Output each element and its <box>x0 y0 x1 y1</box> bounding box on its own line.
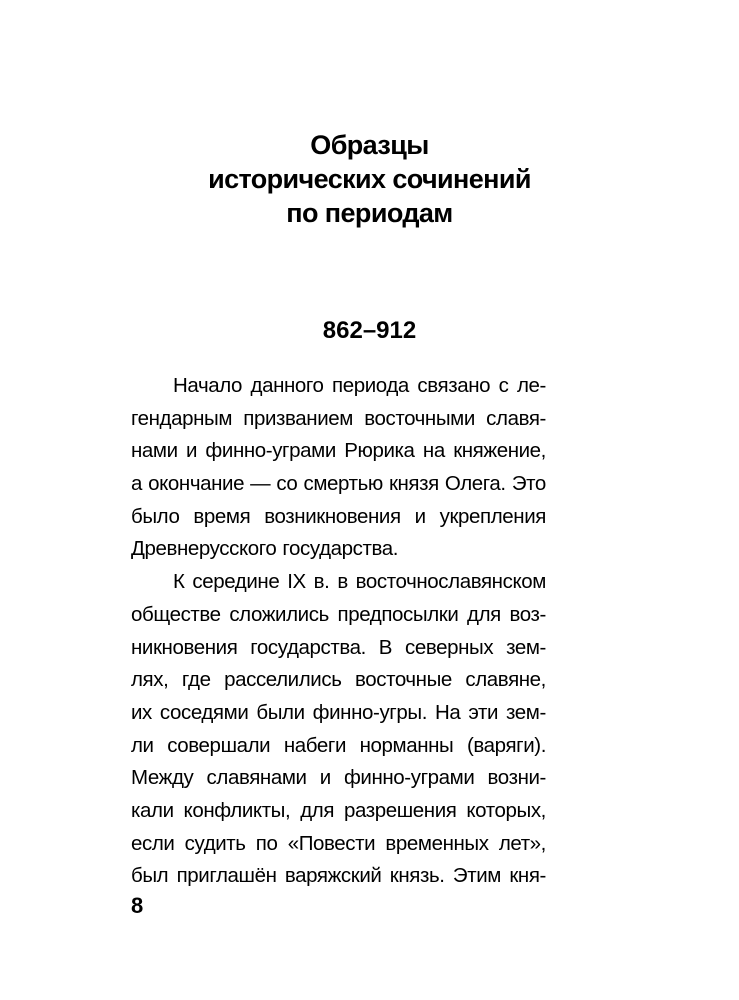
body-text <box>131 370 546 893</box>
page-number: 8 <box>131 893 144 918</box>
word: Древнерусского <box>131 537 277 561</box>
text-line <box>131 762 546 795</box>
word: данного <box>250 374 324 397</box>
word: временных <box>385 831 489 855</box>
word: IX <box>287 570 306 594</box>
word: смертью <box>303 472 383 496</box>
word: князь. <box>389 864 445 888</box>
word: совершали <box>167 733 271 757</box>
word: ле- <box>516 374 546 397</box>
text-line <box>131 697 546 730</box>
period-heading: 862–912 <box>322 317 417 344</box>
title-line-1: Образцы <box>310 130 429 160</box>
title-line-3: по периодам <box>286 198 453 228</box>
word: набеги <box>283 733 346 757</box>
word: — <box>250 472 271 496</box>
word: время <box>193 504 251 528</box>
word: Между <box>131 766 194 790</box>
word: зем- <box>506 635 546 659</box>
word: на <box>422 439 445 463</box>
word: гендарным <box>131 406 233 430</box>
word: варяжский <box>284 864 382 888</box>
word: Начало <box>173 374 243 397</box>
word: зем- <box>506 700 546 724</box>
word: славяне, <box>465 668 546 692</box>
word: сложились <box>229 602 329 626</box>
text-line <box>131 860 546 893</box>
word: северных <box>404 635 494 659</box>
word: финно-уграми <box>343 766 475 790</box>
word: лях, <box>131 668 169 692</box>
word: периода <box>332 374 409 397</box>
chapter-title <box>0 128 739 230</box>
word: по <box>255 831 278 855</box>
word: возни- <box>487 766 546 790</box>
title-line-2: исторических сочинений <box>208 164 531 194</box>
word: были <box>256 700 305 724</box>
word: никновения <box>131 635 238 659</box>
word: эти <box>468 700 499 724</box>
word: было <box>131 504 180 528</box>
word: соседями <box>159 700 249 724</box>
word: и <box>319 766 331 790</box>
word: восточными <box>364 406 475 430</box>
word: На <box>435 700 461 724</box>
text-line <box>131 664 546 697</box>
word: середине <box>192 570 280 594</box>
word: финно-угры. <box>312 700 428 724</box>
word: их <box>131 700 152 724</box>
text-line <box>131 795 546 828</box>
word: судить <box>184 831 246 855</box>
word: кали <box>131 798 174 822</box>
word: Это <box>511 472 546 496</box>
word: которых, <box>466 798 546 822</box>
text-line <box>131 566 546 599</box>
word: (варяги). <box>466 733 546 757</box>
word: лет», <box>498 831 546 855</box>
text-line <box>131 370 546 403</box>
word: с <box>498 374 509 397</box>
word: Олега. <box>444 472 506 496</box>
word: государства. <box>282 537 399 561</box>
word: норманны <box>359 733 454 757</box>
word: окончание <box>148 472 245 496</box>
word: был <box>131 864 169 888</box>
word: в <box>337 570 348 594</box>
word: воз- <box>509 602 546 626</box>
word: Рюрика <box>344 439 415 463</box>
word: ли <box>131 733 154 757</box>
word: для <box>300 798 335 822</box>
word: разрешения <box>343 798 457 822</box>
word: а <box>131 472 143 496</box>
word: восточнославянском <box>355 570 546 594</box>
word: предпосылки <box>337 602 459 626</box>
word: «Повести <box>287 831 376 855</box>
word: кня- <box>509 864 546 888</box>
word: возникновения <box>264 504 401 528</box>
word: если <box>131 831 175 855</box>
text-line <box>131 435 546 468</box>
text-line <box>131 730 546 763</box>
word: приглашён <box>176 864 277 888</box>
word: укрепления <box>439 504 546 528</box>
word: княжение, <box>453 439 546 463</box>
text-line <box>131 599 546 632</box>
word: где <box>181 668 211 692</box>
word: князя <box>388 472 439 496</box>
text-line <box>131 632 546 665</box>
word: В <box>378 635 393 659</box>
word: расселились <box>224 668 342 692</box>
word: и <box>186 439 198 463</box>
text-line <box>131 468 546 501</box>
word: государства. <box>250 635 366 659</box>
word: обществе <box>131 602 221 626</box>
word: восточные <box>354 668 452 692</box>
text-line <box>131 533 546 566</box>
text-line <box>131 828 546 861</box>
word: связано <box>417 374 491 397</box>
word: со <box>276 472 298 496</box>
word: для <box>467 602 501 626</box>
word: славя- <box>486 406 546 430</box>
word: призванием <box>243 406 353 430</box>
word: Этим <box>452 864 501 888</box>
text-line <box>131 501 546 534</box>
word: славянами <box>206 766 307 790</box>
word: в. <box>313 570 330 594</box>
word: К <box>173 570 185 594</box>
word: финно-уграми <box>205 439 336 463</box>
text-line <box>131 403 546 436</box>
word: нами <box>131 439 178 463</box>
word: и <box>414 504 426 528</box>
word: конфликты, <box>183 798 291 822</box>
